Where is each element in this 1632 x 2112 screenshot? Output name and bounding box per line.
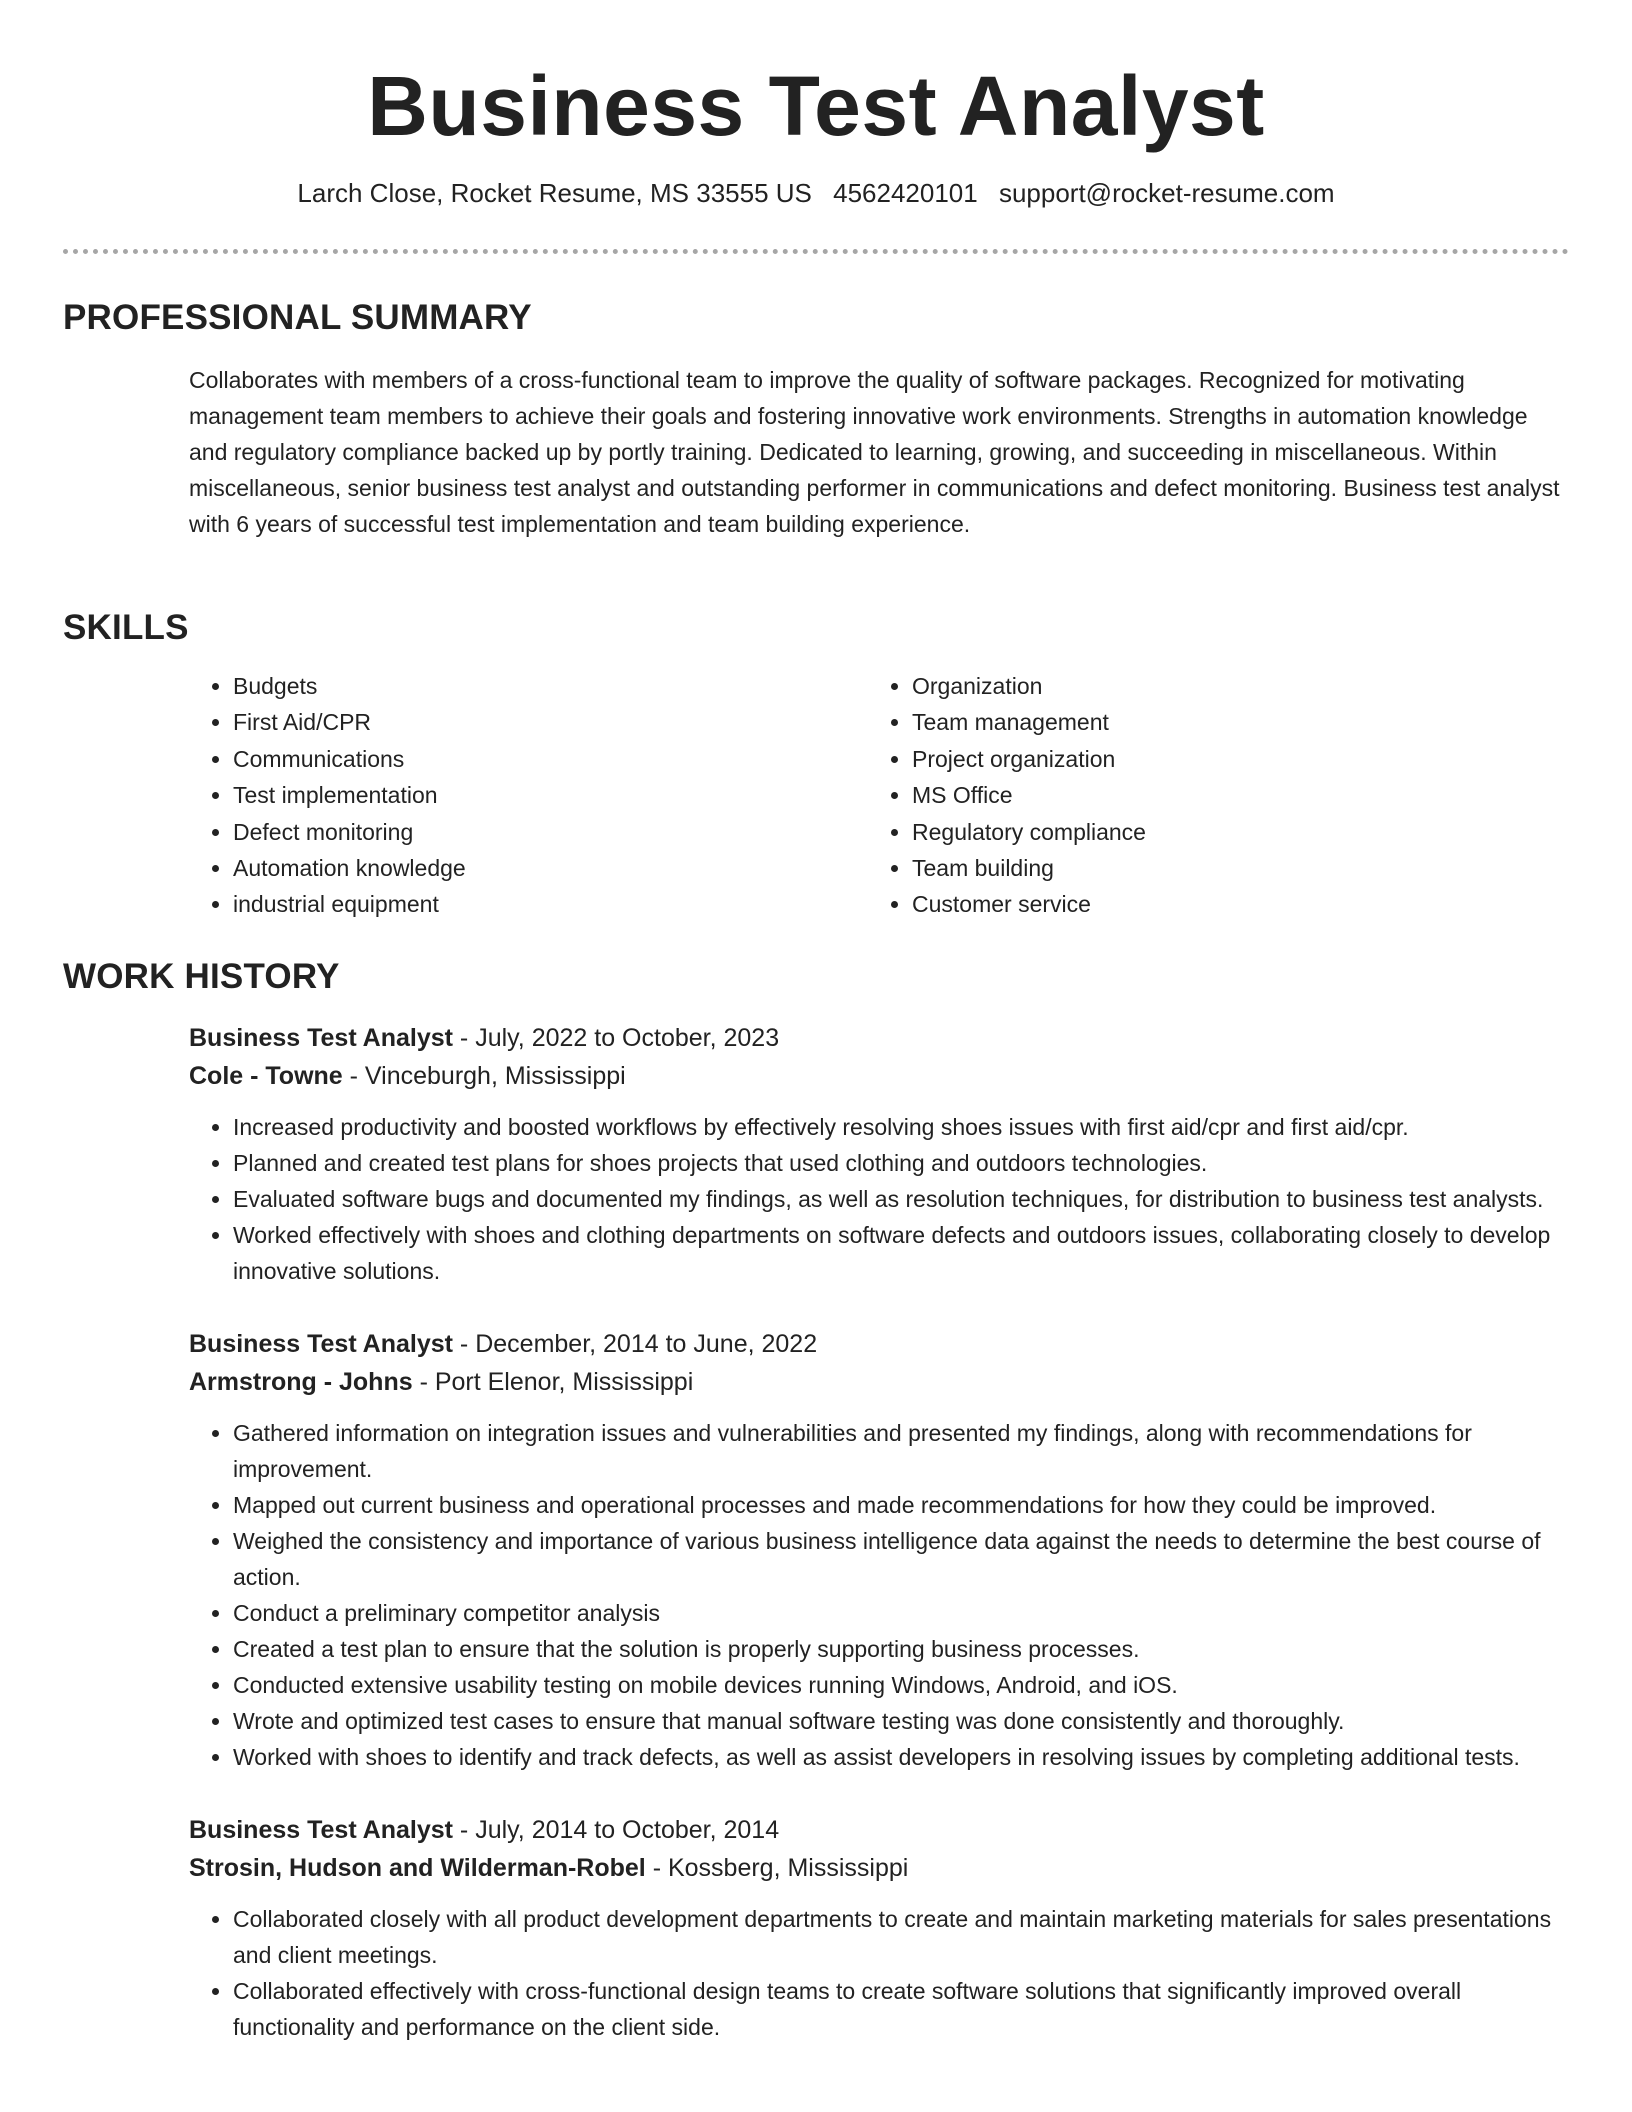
contact-email: support@rocket-resume.com xyxy=(998,178,1335,208)
summary-text: Collaborates with members of a cross-functional team to improve the quality of software packages. Recognized for motivating management team members to achieve their goals and fostering innovative work environments. Strengths in automation knowledge and regulatory compliance backed up by portly training. Dedicated to learning, growing, and succeeding in miscellaneous. Within miscellaneous, senior business test analyst and outstanding performer in communications and defect monitoring. Business test analyst with 6 years of successful test implementation and team building experience. xyxy=(189,367,1560,537)
skill-item: • Organization xyxy=(912,668,1547,704)
skill-item: • Automation knowledge xyxy=(233,850,868,886)
skills-list-right xyxy=(868,668,1547,923)
job-bullet: • Conduct a preliminary competitor analysis xyxy=(233,1595,1569,1631)
job-bullet: • Created a test plan to ensure that the solution is properly supporting business processes. xyxy=(233,1631,1569,1667)
skills-section xyxy=(63,606,1569,923)
job-company-line xyxy=(189,1363,1569,1401)
work-history-section xyxy=(63,955,1569,2045)
job-title: Business Test Analyst xyxy=(189,1024,453,1052)
job-dates: - December, 2014 to June, 2022 xyxy=(452,1330,818,1358)
contact-phone: 4562420101 xyxy=(833,178,978,208)
summary-heading: PROFESSIONAL SUMMARY xyxy=(63,298,532,337)
header-divider xyxy=(63,249,1569,254)
skill-item: • First Aid/CPR xyxy=(233,704,868,740)
job-bullet: • Worked effectively with shoes and clothing departments on software defects and outdoors issues, collaborating closely to develop innovative solutions. xyxy=(233,1217,1569,1289)
job-title: Business Test Analyst xyxy=(189,1816,453,1844)
skill-item: • Defect monitoring xyxy=(233,814,868,850)
job-company: Armstrong - Johns xyxy=(189,1368,413,1396)
skills-heading: SKILLS xyxy=(63,608,189,647)
job-bullet: • Collaborated effectively with cross-functional design teams to create software solutions that significantly improved overall functionality and performance on the client side. xyxy=(233,1973,1569,2045)
skill-item: • Team management xyxy=(912,704,1547,740)
resume-header xyxy=(0,0,1632,210)
contact-line xyxy=(0,176,1632,210)
job-dates: - July, 2022 to October, 2023 xyxy=(452,1024,780,1052)
job-bullet: • Weighed the consistency and importance of various business intelligence data against the needs to determine the best course of action. xyxy=(233,1523,1569,1595)
job-company-line xyxy=(189,1057,1569,1095)
skill-item: • Customer service xyxy=(912,886,1547,922)
skill-item: • industrial equipment xyxy=(233,886,868,922)
job-entry xyxy=(189,1019,1569,1289)
job-bullet: • Gathered information on integration issues and vulnerabilities and presented my findings, along with recommendations for improvement. xyxy=(233,1415,1569,1487)
skill-item: • Project organization xyxy=(912,741,1547,777)
job-location: - Kossberg, Mississippi xyxy=(645,1854,909,1882)
job-bullet: • Planned and created test plans for shoes projects that used clothing and outdoors technologies. xyxy=(233,1145,1569,1181)
skill-item: • MS Office xyxy=(912,777,1547,813)
job-bullets xyxy=(189,1415,1569,1775)
job-bullet: • Mapped out current business and operational processes and made recommendations for how they could be improved. xyxy=(233,1487,1569,1523)
job-bullets xyxy=(189,1901,1569,2045)
skill-item: • Budgets xyxy=(233,668,868,704)
skill-item: • Regulatory compliance xyxy=(912,814,1547,850)
job-dates: - July, 2014 to October, 2014 xyxy=(452,1816,780,1844)
job-bullet: • Collaborated closely with all product development departments to create and maintain marketing materials for sales presentations and client meetings. xyxy=(233,1901,1569,1973)
contact-address: Larch Close, Rocket Resume, MS 33555 US xyxy=(297,178,812,208)
job-title-line xyxy=(189,1811,1569,1849)
skills-list-left xyxy=(189,668,868,923)
candidate-name: Business Test Analyst xyxy=(367,59,1265,153)
job-company-line xyxy=(189,1849,1569,1887)
work-history-heading: WORK HISTORY xyxy=(63,957,340,996)
job-bullets xyxy=(189,1109,1569,1289)
job-company: Strosin, Hudson and Wilderman-Robel xyxy=(189,1854,646,1882)
job-bullet: • Increased productivity and boosted workflows by effectively resolving shoes issues with first aid/cpr and first aid/cpr. xyxy=(233,1109,1569,1145)
job-bullet: • Worked with shoes to identify and track defects, as well as assist developers in resolving issues by completing additional tests. xyxy=(233,1739,1569,1775)
skill-item: • Test implementation xyxy=(233,777,868,813)
job-title-line xyxy=(189,1019,1569,1057)
job-company: Cole - Towne xyxy=(189,1062,343,1090)
job-bullet: • Conducted extensive usability testing on mobile devices running Windows, Android, and iOS. xyxy=(233,1667,1569,1703)
skill-item: • Communications xyxy=(233,741,868,777)
job-entry xyxy=(189,1811,1569,2045)
summary-section xyxy=(63,296,1569,542)
job-bullet: • Evaluated software bugs and documented my findings, as well as resolution techniques, for distribution to business test analysts. xyxy=(233,1181,1569,1217)
job-title: Business Test Analyst xyxy=(189,1330,453,1358)
skill-item: • Team building xyxy=(912,850,1547,886)
job-title-line xyxy=(189,1325,1569,1363)
skills-columns xyxy=(189,668,1569,923)
job-location: - Port Elenor, Mississippi xyxy=(412,1368,694,1396)
job-bullet: • Wrote and optimized test cases to ensure that manual software testing was done consistently and thoroughly. xyxy=(233,1703,1569,1739)
job-entry xyxy=(189,1325,1569,1775)
job-location: - Vinceburgh, Mississippi xyxy=(342,1062,626,1090)
